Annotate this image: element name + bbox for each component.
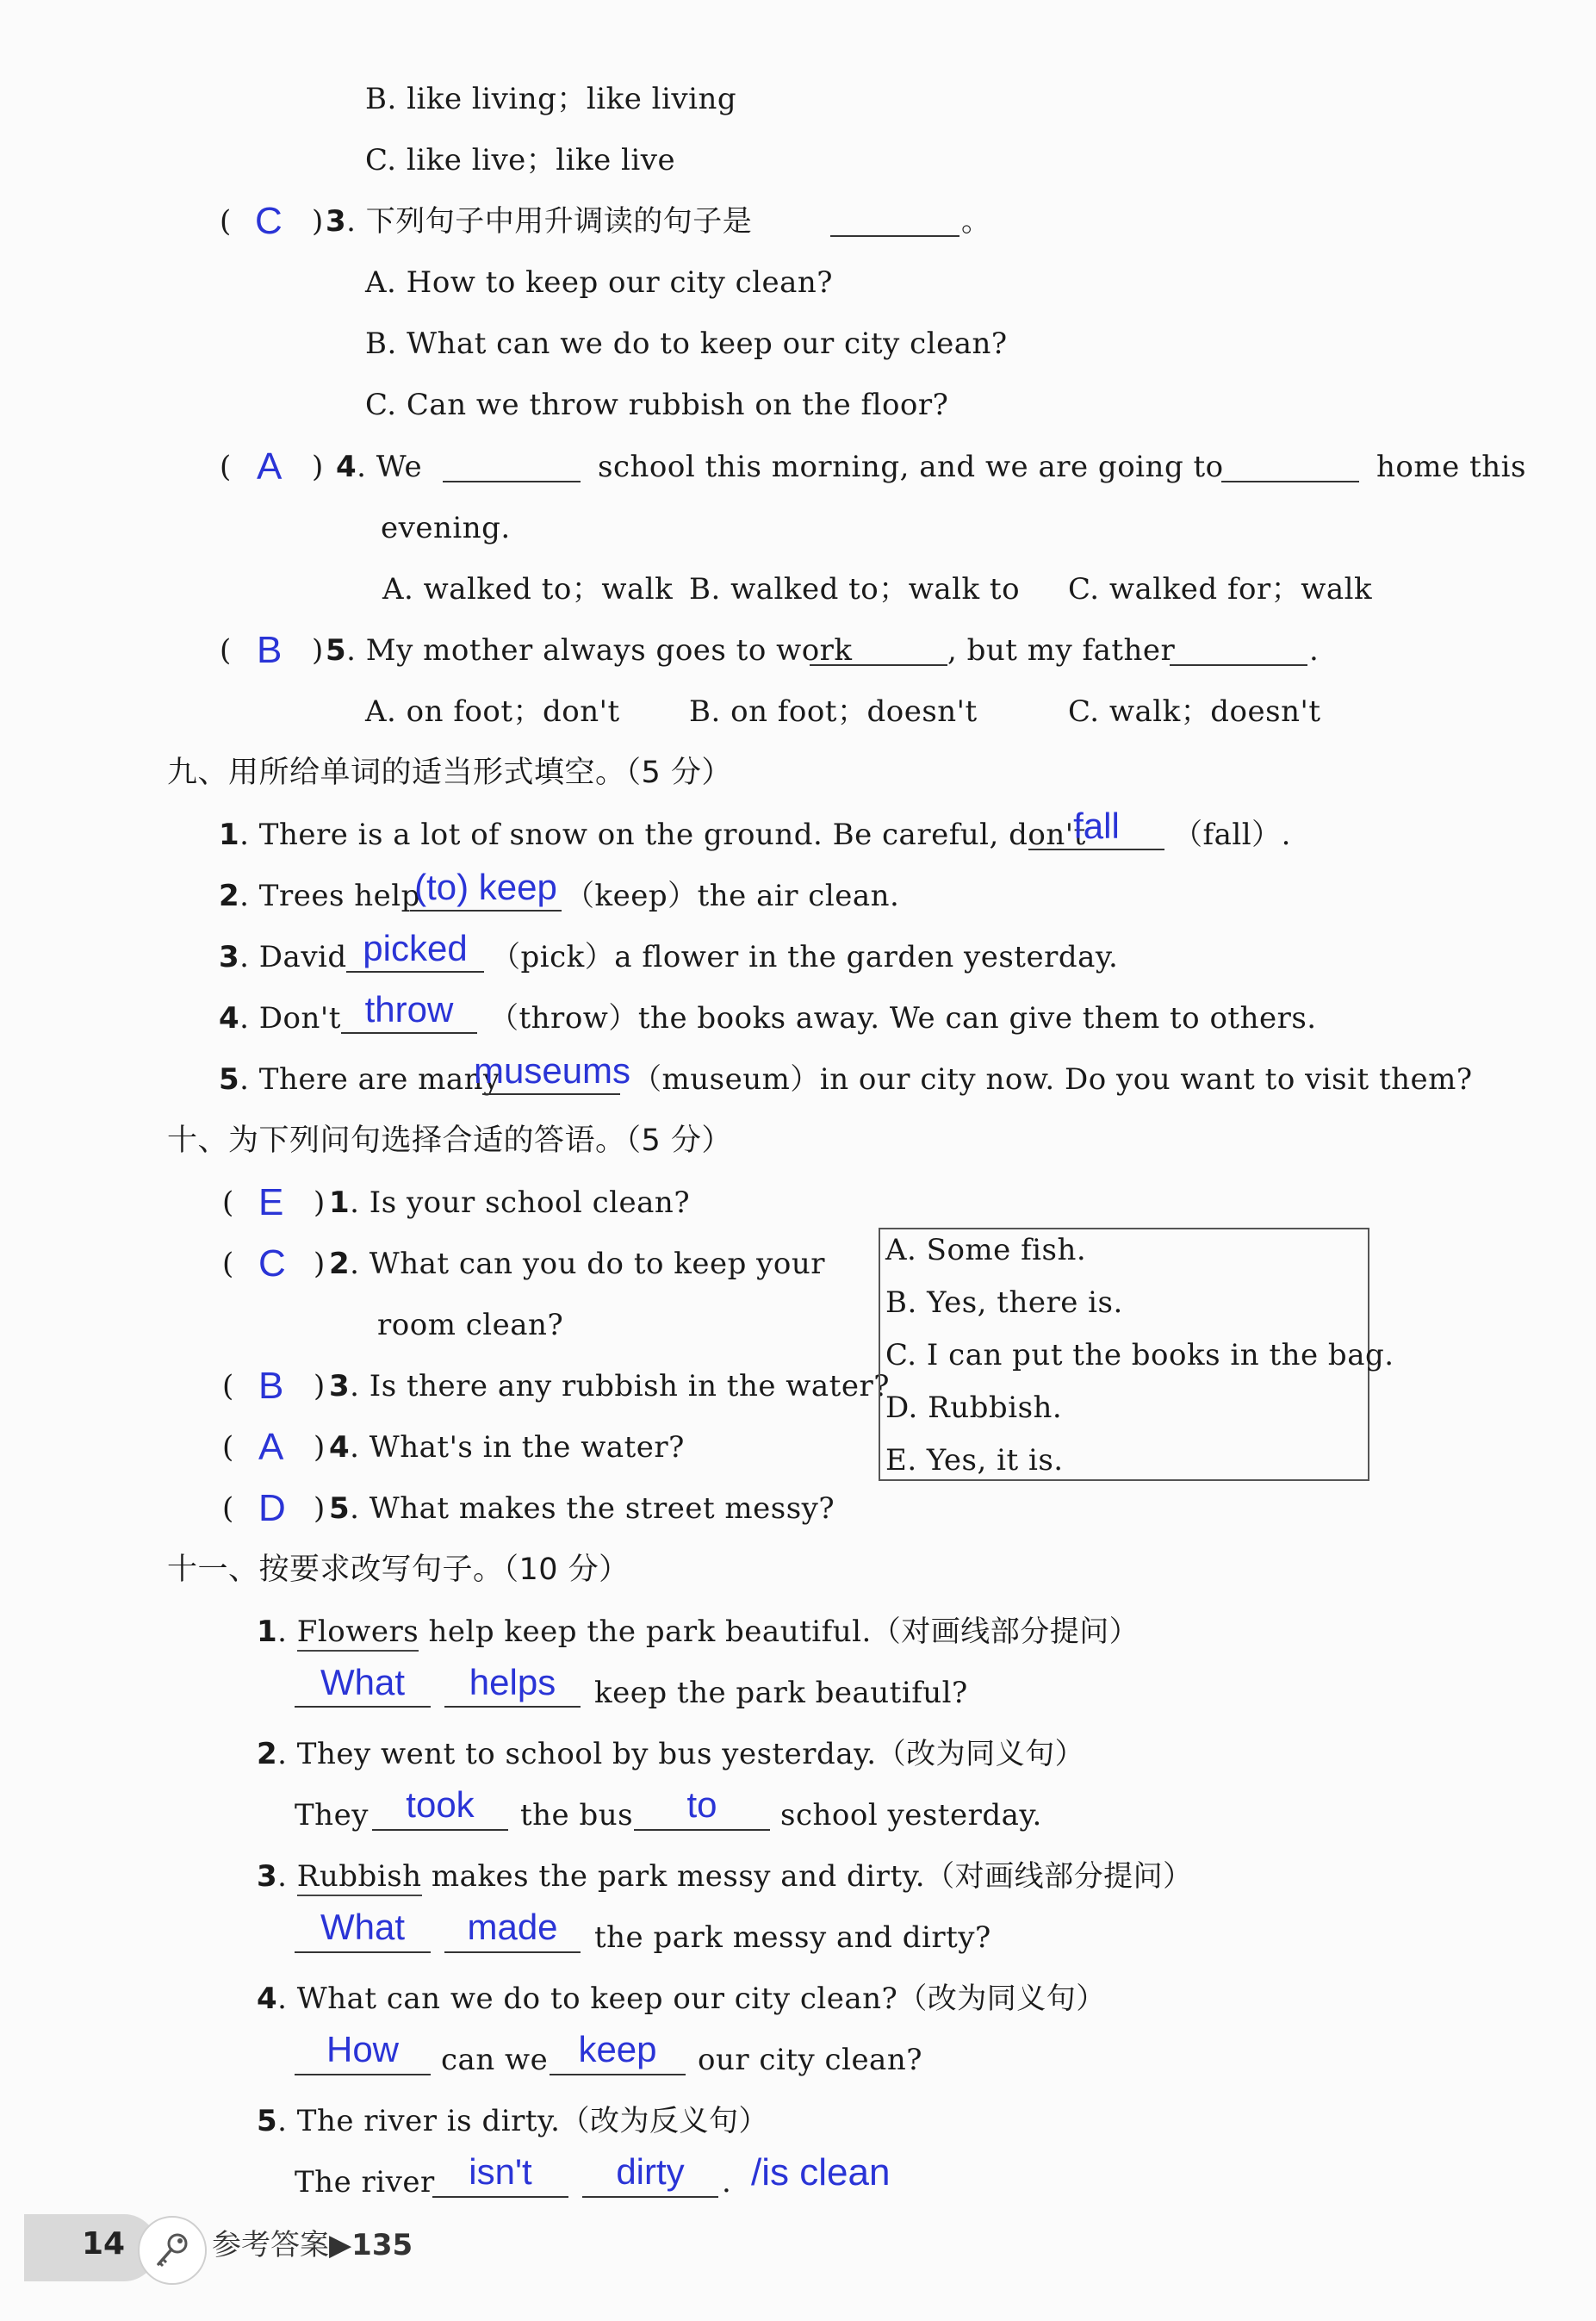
option-text: D. Rubbish.: [885, 1391, 1063, 1425]
question-number: 1: [219, 818, 240, 852]
fill-answer: fall: [1073, 806, 1120, 846]
answer-blank: [830, 235, 959, 237]
answer-options-box: [879, 1228, 1394, 1481]
option-text: A. on foot；don't: [365, 694, 620, 729]
option-text: B. Yes, there is.: [885, 1285, 1123, 1320]
question-text: [329, 1430, 685, 1465]
question-fragment: The river: [295, 2165, 435, 2200]
rewrite-answer: helps: [469, 1662, 556, 1702]
question-fragment: （throw）the books away. We can give them to others.: [489, 1001, 1317, 1036]
close-paren: ): [312, 633, 324, 668]
question-text: [219, 1001, 341, 1036]
option-text: B. walked to；walk to: [689, 572, 1021, 607]
fill-answer: (to) keep: [414, 867, 557, 907]
ref-page-number: 135: [351, 2228, 413, 2262]
rewrite-answer: to: [686, 1784, 717, 1825]
rewrite-answer: keep: [578, 2029, 657, 2069]
rewrite-answer: What: [320, 1907, 406, 1947]
question-fragment: school this morning, and we are going to: [598, 450, 1224, 484]
close-paren: ): [314, 1430, 326, 1465]
option-text: A. walked to；walk: [382, 572, 674, 607]
question-number: 5: [219, 1062, 240, 1097]
option-text: C. walk；doesn't: [1068, 694, 1321, 729]
question-number: 3: [329, 1369, 351, 1403]
question-number: 2: [329, 1247, 351, 1281]
question-number: 3: [257, 1859, 278, 1894]
answer-blank: [634, 1829, 770, 1831]
arrow-icon: ▶: [329, 2228, 352, 2262]
rewrite-answer: What: [320, 1662, 406, 1702]
underlined-word: Rubbish: [297, 1859, 422, 1896]
rewrite-answer: made: [467, 1907, 558, 1947]
close-paren: ): [314, 1491, 326, 1526]
question-fragment: . Is your school clean?: [350, 1185, 691, 1220]
option-text: A. How to keep our city clean?: [365, 265, 834, 300]
question-number: 2: [219, 879, 240, 913]
question-number: 3: [219, 940, 240, 974]
fill-answer: throw: [364, 989, 454, 1030]
question-number: 1: [257, 1615, 278, 1649]
question-text: 3. Rubbish makes the park messy and dirty.（对画线部分提问）: [257, 1859, 1193, 1894]
question-fragment: . My mother always goes to work: [346, 633, 853, 668]
answer-blank: [582, 2196, 718, 2198]
rewrite-answer-alt: /is clean: [751, 2151, 891, 2193]
open-paren: (: [222, 1185, 234, 1220]
punct: 。: [961, 204, 991, 239]
question-fragment: . What can we do to keep our city clean?（改为同义句）: [277, 1982, 1106, 2016]
answer-blank: [432, 2196, 568, 2198]
open-paren: (: [222, 1247, 234, 1281]
option-text: C. I can put the books in the bag.: [885, 1338, 1394, 1372]
question-text: [326, 633, 853, 668]
answer-letter: A: [258, 1426, 284, 1468]
close-paren: ): [312, 450, 324, 484]
answer-blank: [444, 1951, 581, 1953]
answer-blank: [1221, 481, 1359, 482]
question-stem: [326, 204, 752, 239]
question-fragment: . Is there any rubbish in the water?: [350, 1369, 890, 1403]
answer-blank: [341, 1032, 477, 1034]
answer-letter: C: [255, 200, 283, 242]
option-text: C. Can we throw rubbish on the floor?: [365, 388, 949, 422]
question-fragment: . Trees help: [239, 879, 420, 913]
question-fragment: （keep）the air clean.: [565, 879, 900, 913]
question-fragment: home this: [1376, 450, 1526, 484]
question-fragment: , but my father: [947, 633, 1176, 668]
question-fragment: . They went to school by bus yesterday.（改为同义句）: [277, 1737, 1085, 1771]
question-fragment: our city clean?: [698, 2043, 922, 2077]
question-text: [329, 1247, 825, 1281]
question-text: [219, 879, 420, 913]
question-fragment: （museum）in our city now. Do you want to visit them?: [632, 1062, 1473, 1097]
answer-blank: [550, 2074, 686, 2075]
question-fragment: . What makes the street messy?: [350, 1491, 835, 1526]
close-paren: ): [314, 1185, 326, 1220]
question-text: [329, 1369, 890, 1403]
answer-letter: D: [258, 1487, 286, 1529]
question-fragment: （fall）.: [1173, 818, 1291, 852]
option-text: B. on foot；doesn't: [689, 694, 978, 729]
punct: .: [1309, 633, 1320, 668]
question-fragment: evening.: [381, 511, 511, 545]
question-fragment: school yesterday.: [780, 1798, 1042, 1833]
open-paren: (: [220, 633, 232, 668]
fill-answer: picked: [363, 928, 468, 968]
key-icon: [138, 2216, 207, 2285]
question-text: [329, 1491, 835, 1526]
answer-blank: [410, 910, 562, 912]
answer-key-reference: [212, 2226, 413, 2264]
close-paren: ): [314, 1247, 326, 1281]
question-fragment: . We: [357, 450, 423, 484]
page-number: 14: [82, 2226, 126, 2262]
ref-label: 参考答案: [212, 2228, 329, 2262]
question-text: [219, 940, 347, 974]
option-text: A. Some fish.: [885, 1233, 1087, 1267]
answer-blank: [444, 1706, 581, 1708]
answer-blank: [482, 1093, 620, 1095]
answer-blank: [443, 481, 581, 482]
question-number: 4: [219, 1001, 240, 1036]
question-text: [219, 818, 1086, 852]
question-number: 1: [329, 1185, 351, 1220]
question-text: [336, 450, 422, 484]
option-text: C. like live；like live: [365, 143, 676, 177]
question-number: 4: [257, 1982, 278, 2016]
underlined-word: Flowers: [297, 1615, 419, 1652]
answer-blank: [295, 1951, 431, 1953]
option-text: B. What can we do to keep our city clean?: [365, 327, 1008, 361]
open-paren: (: [222, 1491, 234, 1526]
option-text: C. walked for；walk: [1068, 572, 1373, 607]
answer-blank: [295, 2074, 431, 2075]
question-number: 2: [257, 1737, 278, 1771]
question-number: 4: [329, 1430, 351, 1465]
question-fragment: can we: [441, 2043, 549, 2077]
question-fragment: room clean?: [377, 1308, 564, 1342]
open-paren: (: [220, 450, 232, 484]
open-paren: (: [220, 204, 232, 239]
answer-blank: [295, 1706, 431, 1708]
question-text: 1. Flowers help keep the park beautiful.（对画线部分提问）: [257, 1615, 1139, 1649]
rewrite-answer: took: [406, 1784, 475, 1825]
close-paren: ): [314, 1369, 326, 1403]
section-title: 十一、按要求改写句子。（10 分）: [167, 1553, 630, 1587]
question-number: 4: [336, 450, 357, 484]
fill-answer: museums: [474, 1050, 631, 1091]
section-title: 十、为下列问句选择合适的答语。（5 分）: [167, 1123, 732, 1158]
answer-letter: C: [258, 1242, 286, 1285]
question-fragment: the bus: [520, 1798, 634, 1833]
answer-letter: A: [257, 445, 283, 488]
question-fragment: . What can you do to keep your: [350, 1247, 825, 1281]
question-text: [329, 1185, 690, 1220]
answer-letter: B: [258, 1365, 284, 1407]
question-text: . 下列句子中用升调读的句子是: [346, 204, 753, 239]
option-text: E. Yes, it is.: [885, 1443, 1064, 1478]
answer-blank: [346, 971, 484, 973]
rewrite-answer: How: [326, 2029, 400, 2069]
open-paren: (: [222, 1369, 234, 1403]
question-fragment: . What's in the water?: [350, 1430, 685, 1465]
rewrite-answer: dirty: [616, 2151, 685, 2192]
question-fragment: They: [295, 1798, 369, 1833]
answer-blank: [372, 1829, 508, 1831]
question-number: 5: [326, 633, 347, 668]
question-text: [257, 2104, 768, 2138]
question-number: 5: [329, 1491, 351, 1526]
question-fragment: . There are many: [239, 1062, 500, 1097]
question-text: [257, 1737, 1084, 1771]
rewrite-answer: isn't: [469, 2151, 532, 2192]
open-paren: (: [222, 1430, 234, 1465]
close-paren: ): [312, 204, 324, 239]
question-fragment: . There is a lot of snow on the ground. Be careful, don't: [239, 818, 1086, 852]
punct: .: [722, 2165, 732, 2200]
answer-letter: B: [257, 629, 283, 671]
question-fragment: . David: [239, 940, 347, 974]
question-fragment: （pick）a flower in the garden yesterday.: [491, 940, 1119, 974]
question-number: 5: [257, 2104, 278, 2138]
answer-blank: [1028, 849, 1164, 850]
answer-blank: [810, 664, 947, 666]
answer-letter: E: [258, 1181, 284, 1223]
question-text: [257, 1982, 1106, 2016]
answer-blank: [1170, 664, 1307, 666]
question-number: 3: [326, 204, 347, 239]
question-fragment: . The river is dirty.（改为反义句）: [277, 2104, 768, 2138]
question-text: [219, 1062, 500, 1097]
option-text: B. like living；like living: [365, 82, 737, 116]
section-title: 九、用所给单词的适当形式填空。（5 分）: [167, 756, 732, 790]
question-fragment: . Don't: [239, 1001, 341, 1036]
question-fragment: makes the park messy and dirty.（对画线部分提问）: [421, 1859, 1193, 1894]
question-fragment: the park messy and dirty?: [594, 1920, 991, 1955]
question-fragment: keep the park beautiful?: [594, 1676, 968, 1710]
question-fragment: help keep the park beautiful.（对画线部分提问）: [419, 1615, 1140, 1649]
